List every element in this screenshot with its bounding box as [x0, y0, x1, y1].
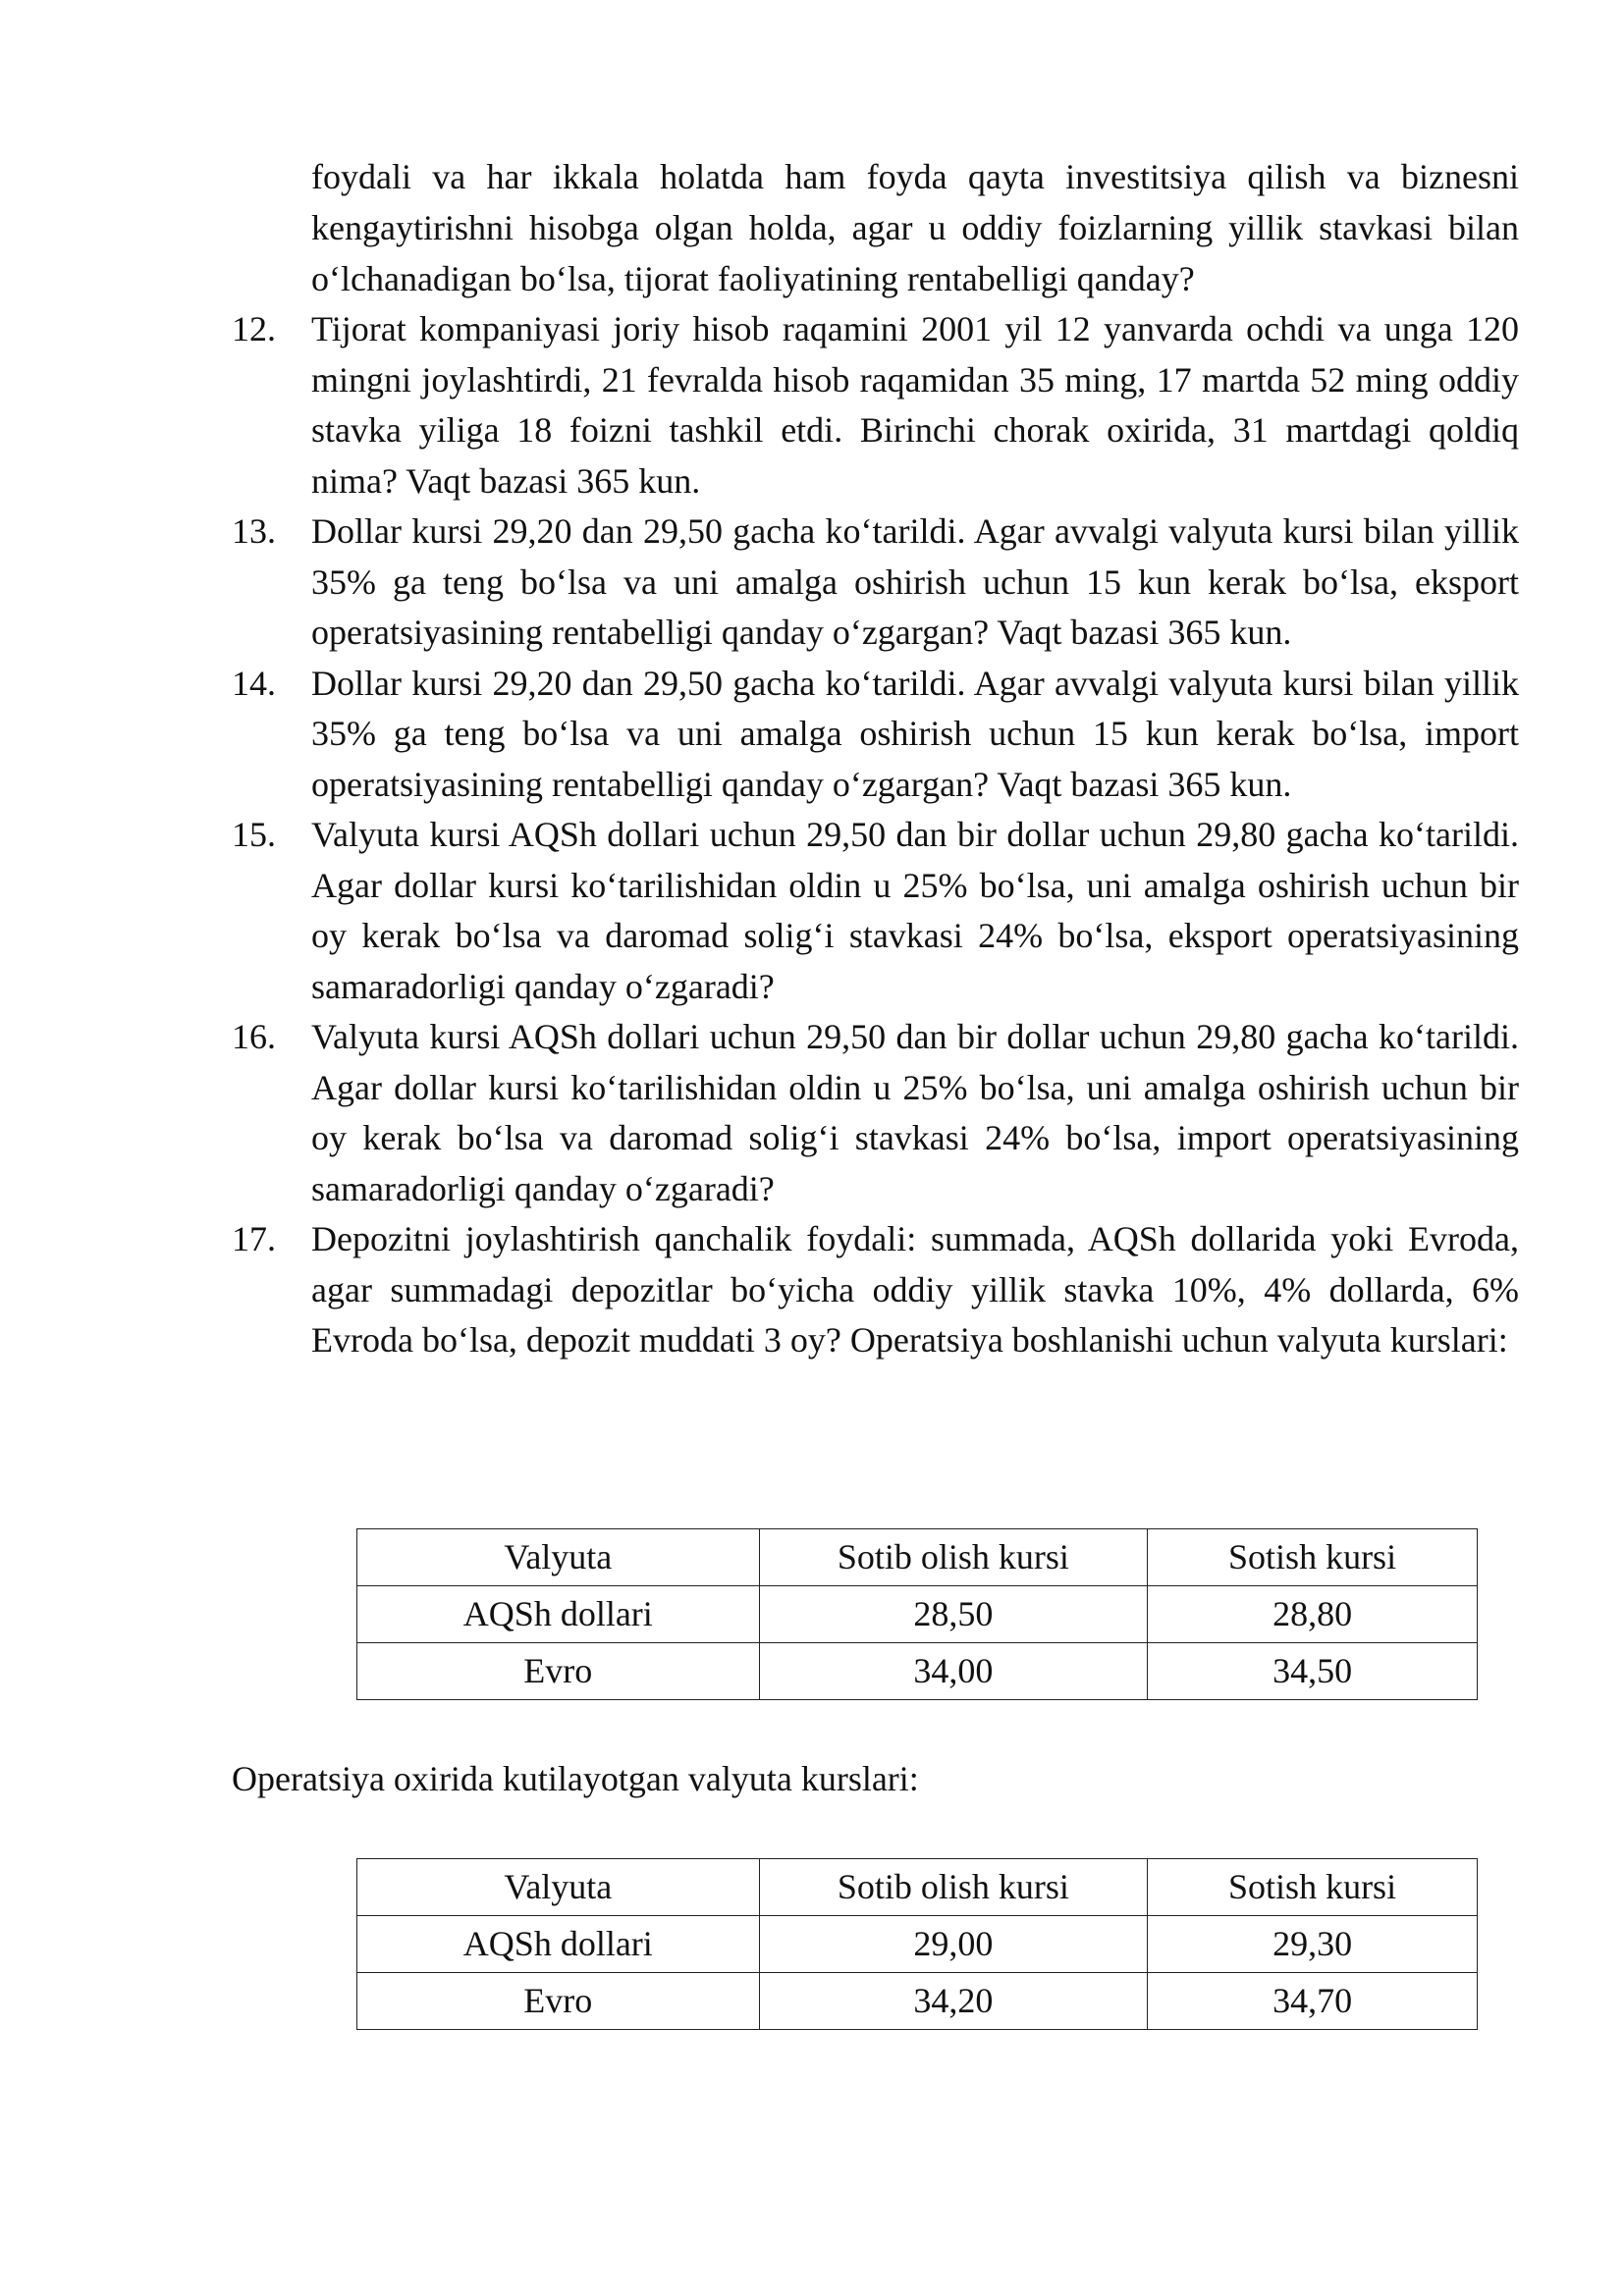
table-row [357, 1586, 1478, 1643]
header-sell-rate: Sotish kursi [1148, 1529, 1478, 1586]
problem-number: 17. [232, 1219, 276, 1258]
header-buy-rate: Sotib olish kursi [759, 1529, 1148, 1586]
problem-item-13 [232, 507, 1519, 659]
table-header-row [357, 1859, 1478, 1916]
header-currency: Valyuta [357, 1859, 760, 1916]
cell-buy-rate: 34,20 [759, 1973, 1148, 2030]
table-row [357, 1973, 1478, 2030]
problem-item-14 [232, 659, 1519, 811]
problem-item-15 [232, 810, 1519, 1012]
cell-sell-rate: 28,80 [1148, 1586, 1478, 1643]
cell-buy-rate: 34,00 [759, 1643, 1148, 1700]
problem-text: Dollar kursi 29,20 dan 29,50 gacha ko‘tarildi. Agar avvalgi valyuta kursi bilan yillik 35% ga teng bo‘lsa va uni amalga oshirish uchun 15 kun kerak bo‘lsa, eksport operatsiyasining rentabelligi qanday o‘zgargan? Vaqt bazasi 365 kun. [311, 511, 1519, 652]
problem-text: Depozitni joylashtirish qanchalik foydali: summada, AQSh dollarida yoki Evroda, agar summadagi depozitlar bo‘yicha oddiy yillik stavka 10%, 4% dollarda, 6% Evroda bo‘lsa, depozit muddati 3 oy? Operatsiya boshlanishi uchun valyuta kurslari: [311, 1219, 1519, 1360]
table-row [357, 1916, 1478, 1973]
cell-buy-rate: 28,50 [759, 1586, 1148, 1643]
end-rates-label: Operatsiya oxirida kutilayotgan valyuta kurslari: [232, 1759, 919, 1798]
problem-item-17 [232, 1214, 1519, 1366]
problem-number: 14. [232, 663, 276, 703]
continuation-paragraph: foydali va har ikkala holatda ham foyda qayta investitsiya qilish va biznesni kengaytirishni hisobga olgan holda, agar u oddiy foizlarning yillik stavkasi bilan o‘lchanadigan bo‘lsa, tijorat faoliyatining rentabelligi qanday? [311, 157, 1519, 298]
problem-number: 16. [232, 1017, 276, 1056]
header-sell-rate: Sotish kursi [1148, 1859, 1478, 1916]
header-buy-rate: Sotib olish kursi [759, 1859, 1148, 1916]
end-exchange-rates-table [356, 1858, 1478, 2030]
cell-currency: AQSh dollari [357, 1586, 760, 1643]
cell-sell-rate: 29,30 [1148, 1916, 1478, 1973]
cell-currency: Evro [357, 1643, 760, 1700]
table-row [357, 1643, 1478, 1700]
cell-buy-rate: 29,00 [759, 1916, 1148, 1973]
problem-text: Valyuta kursi AQSh dollari uchun 29,50 dan bir dollar uchun 29,80 gacha ko‘tarildi. Agar dollar kursi ko‘tarilishidan oldin u 25% bo‘lsa, uni amalga oshirish uchun bir oy kerak bo‘lsa va daromad solig‘i stavkasi 24% bo‘lsa, eksport operatsiyasining samaradorligi qanday o‘zgaradi? [311, 815, 1519, 1006]
problem-item-12 [232, 304, 1519, 507]
problem-text: Dollar kursi 29,20 dan 29,50 gacha ko‘tarildi. Agar avvalgi valyuta kursi bilan yillik 35% ga teng bo‘lsa va uni amalga oshirish uchun 15 kun kerak bo‘lsa, import operatsiyasining rentabelligi qanday o‘zgargan? Vaqt bazasi 365 kun. [311, 663, 1519, 804]
problem-number: 15. [232, 815, 276, 854]
cell-sell-rate: 34,70 [1148, 1973, 1478, 2030]
problem-item-16 [232, 1012, 1519, 1214]
problem-text: Tijorat kompaniyasi joriy hisob raqamini 2001 yil 12 yanvarda ochdi va unga 120 mingni joylashtirdi, 21 fevralda hisob raqamidan 35 ming, 17 martda 52 ming oddiy stavka yiliga 18 foizni tashkil etdi. Birinchi chorak oxirida, 31 martdagi qoldiq nima? Vaqt bazasi 365 kun. [311, 309, 1519, 501]
table-header-row [357, 1529, 1478, 1586]
cell-sell-rate: 34,50 [1148, 1643, 1478, 1700]
header-currency: Valyuta [357, 1529, 760, 1586]
problem-text: Valyuta kursi AQSh dollari uchun 29,50 dan bir dollar uchun 29,80 gacha ko‘tarildi. Agar dollar kursi ko‘tarilishidan oldin u 25% bo‘lsa, uni amalga oshirish uchun bir oy kerak bo‘lsa va daromad solig‘i stavkasi 24% bo‘lsa, import operatsiyasining samaradorligi qanday o‘zgaradi? [311, 1017, 1519, 1208]
problem-list [232, 304, 1519, 1366]
problem-number: 12. [232, 309, 276, 348]
cell-currency: AQSh dollari [357, 1916, 760, 1973]
cell-currency: Evro [357, 1973, 760, 2030]
problem-number: 13. [232, 511, 276, 551]
start-exchange-rates-table [356, 1528, 1478, 1700]
